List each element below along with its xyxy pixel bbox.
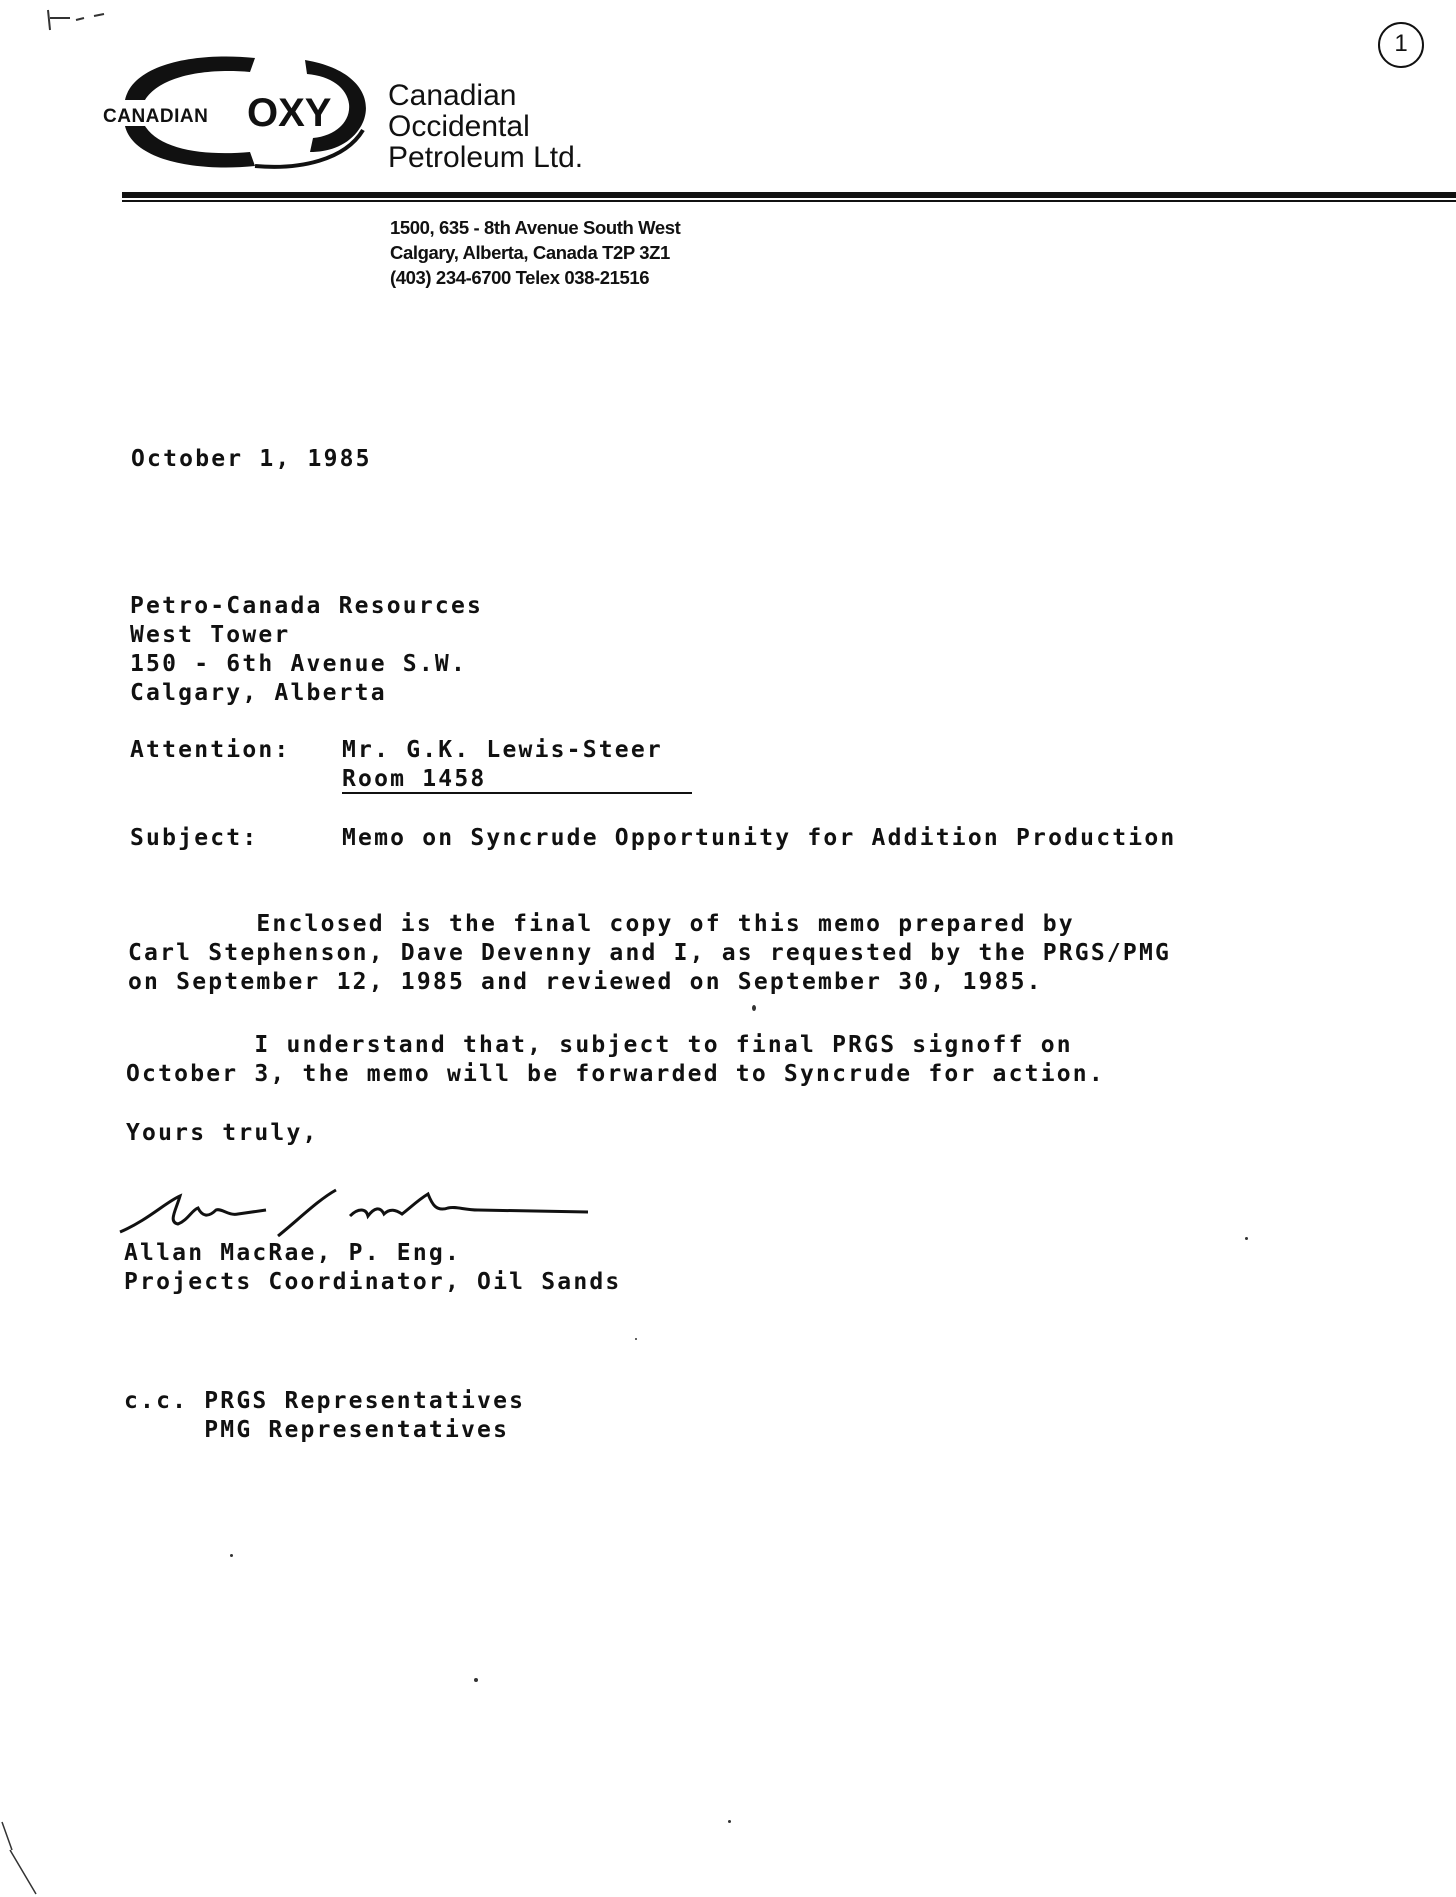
recipient-line1: Petro-Canada Resources — [130, 593, 484, 619]
recipient-line3: 150 - 6th Avenue S.W. — [130, 651, 467, 677]
letter-date: October 1, 1985 — [131, 446, 372, 472]
address-line2: Calgary, Alberta, Canada T2P 3Z1 — [390, 242, 670, 263]
scan-speck — [728, 1820, 731, 1823]
company-name-line3: Petroleum Ltd. — [388, 141, 584, 174]
scan-mark — [40, 8, 130, 32]
recipient-line4: Calgary, Alberta — [130, 680, 387, 706]
scan-speck — [635, 1338, 637, 1340]
closing: Yours truly, — [126, 1120, 319, 1146]
company-address — [390, 215, 680, 290]
subject-text: Memo on Syncrude Opportunity for Addition Production — [342, 825, 1177, 851]
body-paragraph2-line2: October 3, the memo will be forwarded to Syncrude for action. — [126, 1061, 1105, 1087]
letterhead-rule-thin — [122, 200, 1456, 202]
address-line1: 1500, 635 - 8th Avenue South West — [390, 217, 681, 238]
attention-room: Room 1458 — [342, 766, 692, 794]
page-number: 1 — [1378, 22, 1424, 68]
scan-speck — [474, 1678, 478, 1682]
body-paragraph1-line1: Enclosed is the final copy of this memo prepared by — [128, 911, 1075, 937]
canadian-oxy-logo — [95, 52, 377, 174]
body-paragraph1-line3: on September 12, 1985 and reviewed on September 30, 1985. — [128, 969, 1043, 995]
attention-label: Attention: — [130, 737, 291, 763]
scan-speck — [752, 1005, 756, 1011]
company-name-line1: Canadian — [388, 79, 517, 112]
company-name-line2: Occidental — [388, 110, 530, 143]
body-paragraph1-line2: Carl Stephenson, Dave Devenny and I, as requested by the PRGS/PMG — [128, 940, 1172, 966]
letterhead-rule — [122, 192, 1456, 198]
body-paragraph2-line1: I understand that, subject to final PRGS signoff on — [126, 1032, 1073, 1058]
logo-word: CANADIAN — [103, 106, 209, 127]
logo-brand: OXY — [247, 91, 332, 135]
scan-speck — [1245, 1237, 1248, 1240]
signer-name: Allan MacRae, P. Eng. — [124, 1240, 461, 1266]
company-name — [388, 80, 583, 173]
attention-name: Mr. G.K. Lewis-Steer — [342, 737, 663, 763]
scan-edge-mark — [0, 1820, 40, 1897]
address-line3: (403) 234-6700 Telex 038-21516 — [390, 267, 650, 288]
subject-label: Subject: — [130, 825, 259, 851]
cc-line1: c.c. PRGS Representatives — [124, 1388, 526, 1414]
scan-speck — [230, 1554, 233, 1557]
cc-line2: PMG Representatives — [124, 1417, 510, 1443]
recipient-line2: West Tower — [130, 622, 291, 648]
signer-title: Projects Coordinator, Oil Sands — [124, 1269, 622, 1295]
